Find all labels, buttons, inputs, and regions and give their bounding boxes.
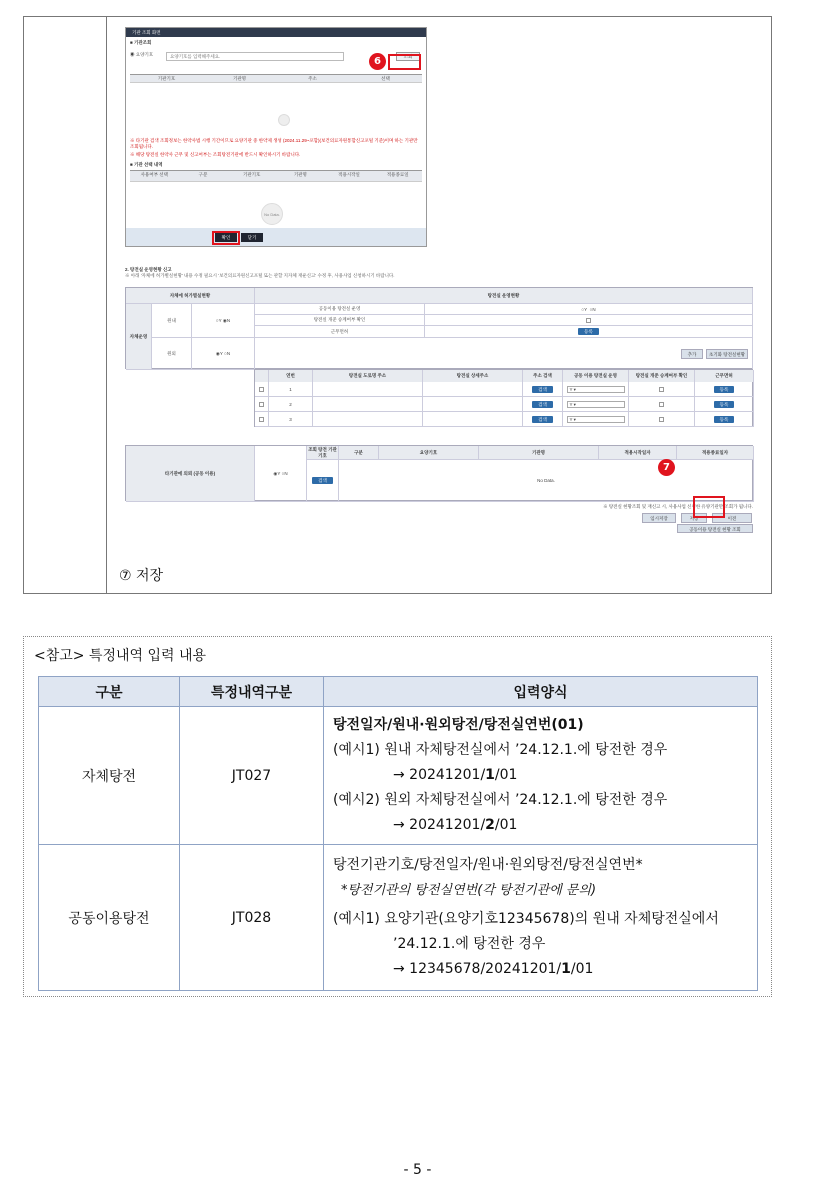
popup-section2-title: ■ 기관 선택 내역 [130,162,163,167]
other-search-cell [307,460,339,502]
row-search-cell [523,412,563,427]
row1-example2: (예시2) 원외 자체탕전실에서 ’24.12.1.에 탕전한 경우 [333,792,668,808]
marker-7: 7 [658,459,675,476]
room-head-1: 연번 [269,370,313,383]
form-footnote: ※ 탕전실 현황조회 및 재신고 시, 사용사업 신청한 유양기관만 조회가 됩니다. [603,504,753,509]
status-item-2: 탕전실 개준 승계여부 확인 [255,315,425,326]
reference-header-row [39,677,758,707]
row1-example1-result: → 20241201/1/01 [393,767,518,783]
header-code: 특정내역구분 [180,677,324,707]
header-type: 구분 [39,677,180,707]
status-register-cell [425,326,753,338]
row-checkbox[interactable] [255,382,269,397]
save-button[interactable]: 저장 [681,513,707,523]
shared-use-select[interactable]: Y ▾ [567,401,625,408]
room-head-3: 탕전실 상세주소 [423,370,523,383]
room-head-6: 탕전실 개준 승계여부 확인 [629,370,695,383]
room-row [254,397,753,412]
row-select-cell [563,397,629,412]
other-head-3: 기관명 [479,446,599,460]
highlight-confirm-button [212,231,240,245]
room-head-4: 주소 검색 [523,370,563,383]
popup-footer [126,228,426,246]
popup-title: 기관 조회 화면 [126,28,426,37]
popup-note-1: ※ 타기관 검색 조회정보는 한약사법 시행 기간이므로 요양기관 중 한약제 생성 (2024.11.29~포함)(보건의료자원통합신고포털 기준)이며 하는 기관만 조회됩니다. [130,138,418,149]
highlight-save-button [693,496,725,518]
view-shared-button[interactable]: 공동이용 탕전실 현황 조회 [677,524,753,533]
other-head-5: 적용종료일자 [677,446,754,460]
other-head-1: 구분 [339,446,379,460]
row-checkbox[interactable] [255,397,269,412]
other-head-0: 조회 탕전 기관기호 [307,446,339,460]
table-row [39,707,758,845]
row-succession-check[interactable] [629,397,695,412]
reference-title: <참고> 특정내역 입력 내용 [34,648,207,664]
room-head-2: 탕전실 도로명 주소 [313,370,423,383]
form-title: 2. 탕전실 운영현황 신고 [125,267,172,272]
row2-example1-line2: ’24.12.1.에 탕전한 경우 [393,936,546,952]
popup-section-title: ■ 기관조회 [130,40,152,45]
step-caption: ⑦ 저장 [119,568,164,584]
selected-table-header: 사용여부 선택 구분 기관기호 기관명 적용시작일 적용종료일 [130,170,422,182]
row-register-cell [695,397,754,412]
confirm-button[interactable]: 확인 [215,233,237,242]
close-button[interactable]: 닫기 [241,233,263,242]
status-header: 탕전실 운영현황 [255,288,753,304]
row1-type: 자체탕전 [39,707,180,845]
address-search-button[interactable]: 검색 [532,386,553,393]
status-grid [125,287,753,369]
loading-icon [278,114,290,126]
row-number: 3 [269,412,313,427]
row1-example1: (예시1) 원내 자체탕전실에서 ’24.12.1.에 탕전한 경우 [333,742,668,758]
row2-example1-line1: (예시1) 요양기관(요양기호12345678)의 원내 자체탕전실에서 [333,911,719,927]
inside-label: 원내 [152,304,192,338]
row-register-button[interactable]: 등록 [714,401,735,408]
row1-code: JT027 [180,707,324,845]
other-search-button[interactable]: 검색 [312,477,333,484]
self-op-label: 자체운영 [126,304,152,370]
row-search-cell [523,382,563,397]
search-button[interactable]: 조회 [396,52,420,61]
report-form-screenshot [125,267,753,532]
reference-box [23,636,772,997]
row1-format [324,707,758,845]
row-number: 1 [269,382,313,397]
room-row [254,382,753,397]
page-number: - 5 - [403,1162,432,1178]
prev-button[interactable]: 이전 [712,513,752,523]
row-register-cell [695,382,754,397]
row-detail-address[interactable] [423,397,523,412]
other-head-2: 요양기호 [379,446,479,460]
row-select-cell [563,412,629,427]
step-box [23,16,772,594]
shared-use-select[interactable]: Y ▾ [567,416,625,423]
reference-table [38,676,758,991]
room-head-5: 공동 이용 탕전실 운영 [563,370,629,383]
highlight-search-button [388,54,421,70]
row-address[interactable] [313,382,423,397]
row-detail-address[interactable] [423,382,523,397]
status-item-1: 공동이용 탕전실 운영 [255,304,425,315]
row-header-top: 자체에 허가별실현황 [126,288,255,304]
shared-use-select[interactable]: Y ▾ [567,386,625,393]
row-number: 2 [269,397,313,412]
reset-button[interactable]: 초기화 탕전실현황 [706,349,748,359]
form-subtitle: ※ 아래 '자체에 허가별실현황' 내용 수정 필요시 '보건의료자원신고포털 또는 관할 지자체 재운신고' 수정 후, 사용사업 신청하시기 바랍니다. [125,273,395,278]
status-radio-1[interactable]: ○ Y ○ N [425,304,753,315]
row-succession-check[interactable] [629,412,695,427]
row-detail-address[interactable] [423,412,523,427]
marker-6: 6 [369,53,386,70]
other-label: 타기관에 의뢰 (공동 이용) [126,446,255,502]
register-button[interactable]: 등록 [578,328,599,335]
row-search-cell [523,397,563,412]
outside-radio[interactable]: ◉ Y ○ N [192,338,255,370]
header-format: 입력양식 [324,677,758,707]
add-reset-row [255,338,753,370]
popup-no-data: No Data. [261,203,283,225]
other-head-4: 적용시작일자 [599,446,677,460]
address-search-button[interactable]: 검색 [532,401,553,408]
row2-format-title: 탕전기관기호/탕전일자/원내·원외탕전/탕전실연번* [333,857,643,873]
row2-type: 공동이용탕전 [39,845,180,991]
room-head-7: 근무면허 [695,370,754,383]
row-succession-check[interactable] [629,382,695,397]
row2-example1-result: → 12345678/20241201/1/01 [393,961,594,977]
row2-format [324,845,758,991]
add-button[interactable]: 추가 [681,349,703,359]
room-row [254,412,753,427]
row1-example2-result: → 20241201/2/01 [393,817,518,833]
row1-format-title: 탕전일자/원내·원외탕전/탕전실연번(01) [333,717,584,733]
temp-save-button[interactable]: 임시저장 [642,513,676,523]
row-address[interactable] [313,412,423,427]
row-register-cell [695,412,754,427]
row-register-button[interactable]: 등록 [714,416,735,423]
row-register-button[interactable]: 등록 [714,386,735,393]
search-label: ◉ 요양기호 [130,52,154,57]
search-input[interactable]: 요양기호를 입력해주세요. [166,52,344,61]
popup-note-2: ※ 해당 탕전실 한약사 근무 및 신고여부는 조회탕전기관에 반드시 확인하시기 바랍니다. [130,152,301,157]
status-item-3: 근무면허 [255,326,425,338]
row-address[interactable] [313,397,423,412]
row2-note: *탕전기관의 탕전실연번(각 탕전기관에 문의) [341,883,597,898]
address-search-button[interactable]: 검색 [532,416,553,423]
row-select-cell [563,382,629,397]
other-institution-grid [125,445,753,501]
other-no-data: No Data. [339,460,754,502]
column-divider [106,17,107,593]
result-table-header: 기관기호 기관명 주소 선택 [130,74,422,83]
outside-label: 원외 [152,338,192,370]
row-checkbox[interactable] [255,412,269,427]
other-radio[interactable]: ◉ Y ○ N [255,446,307,502]
inside-radio[interactable]: ○ Y ◉ N [192,304,255,338]
row2-code: JT028 [180,845,324,991]
status-check-2[interactable] [425,315,753,326]
table-row [39,845,758,991]
